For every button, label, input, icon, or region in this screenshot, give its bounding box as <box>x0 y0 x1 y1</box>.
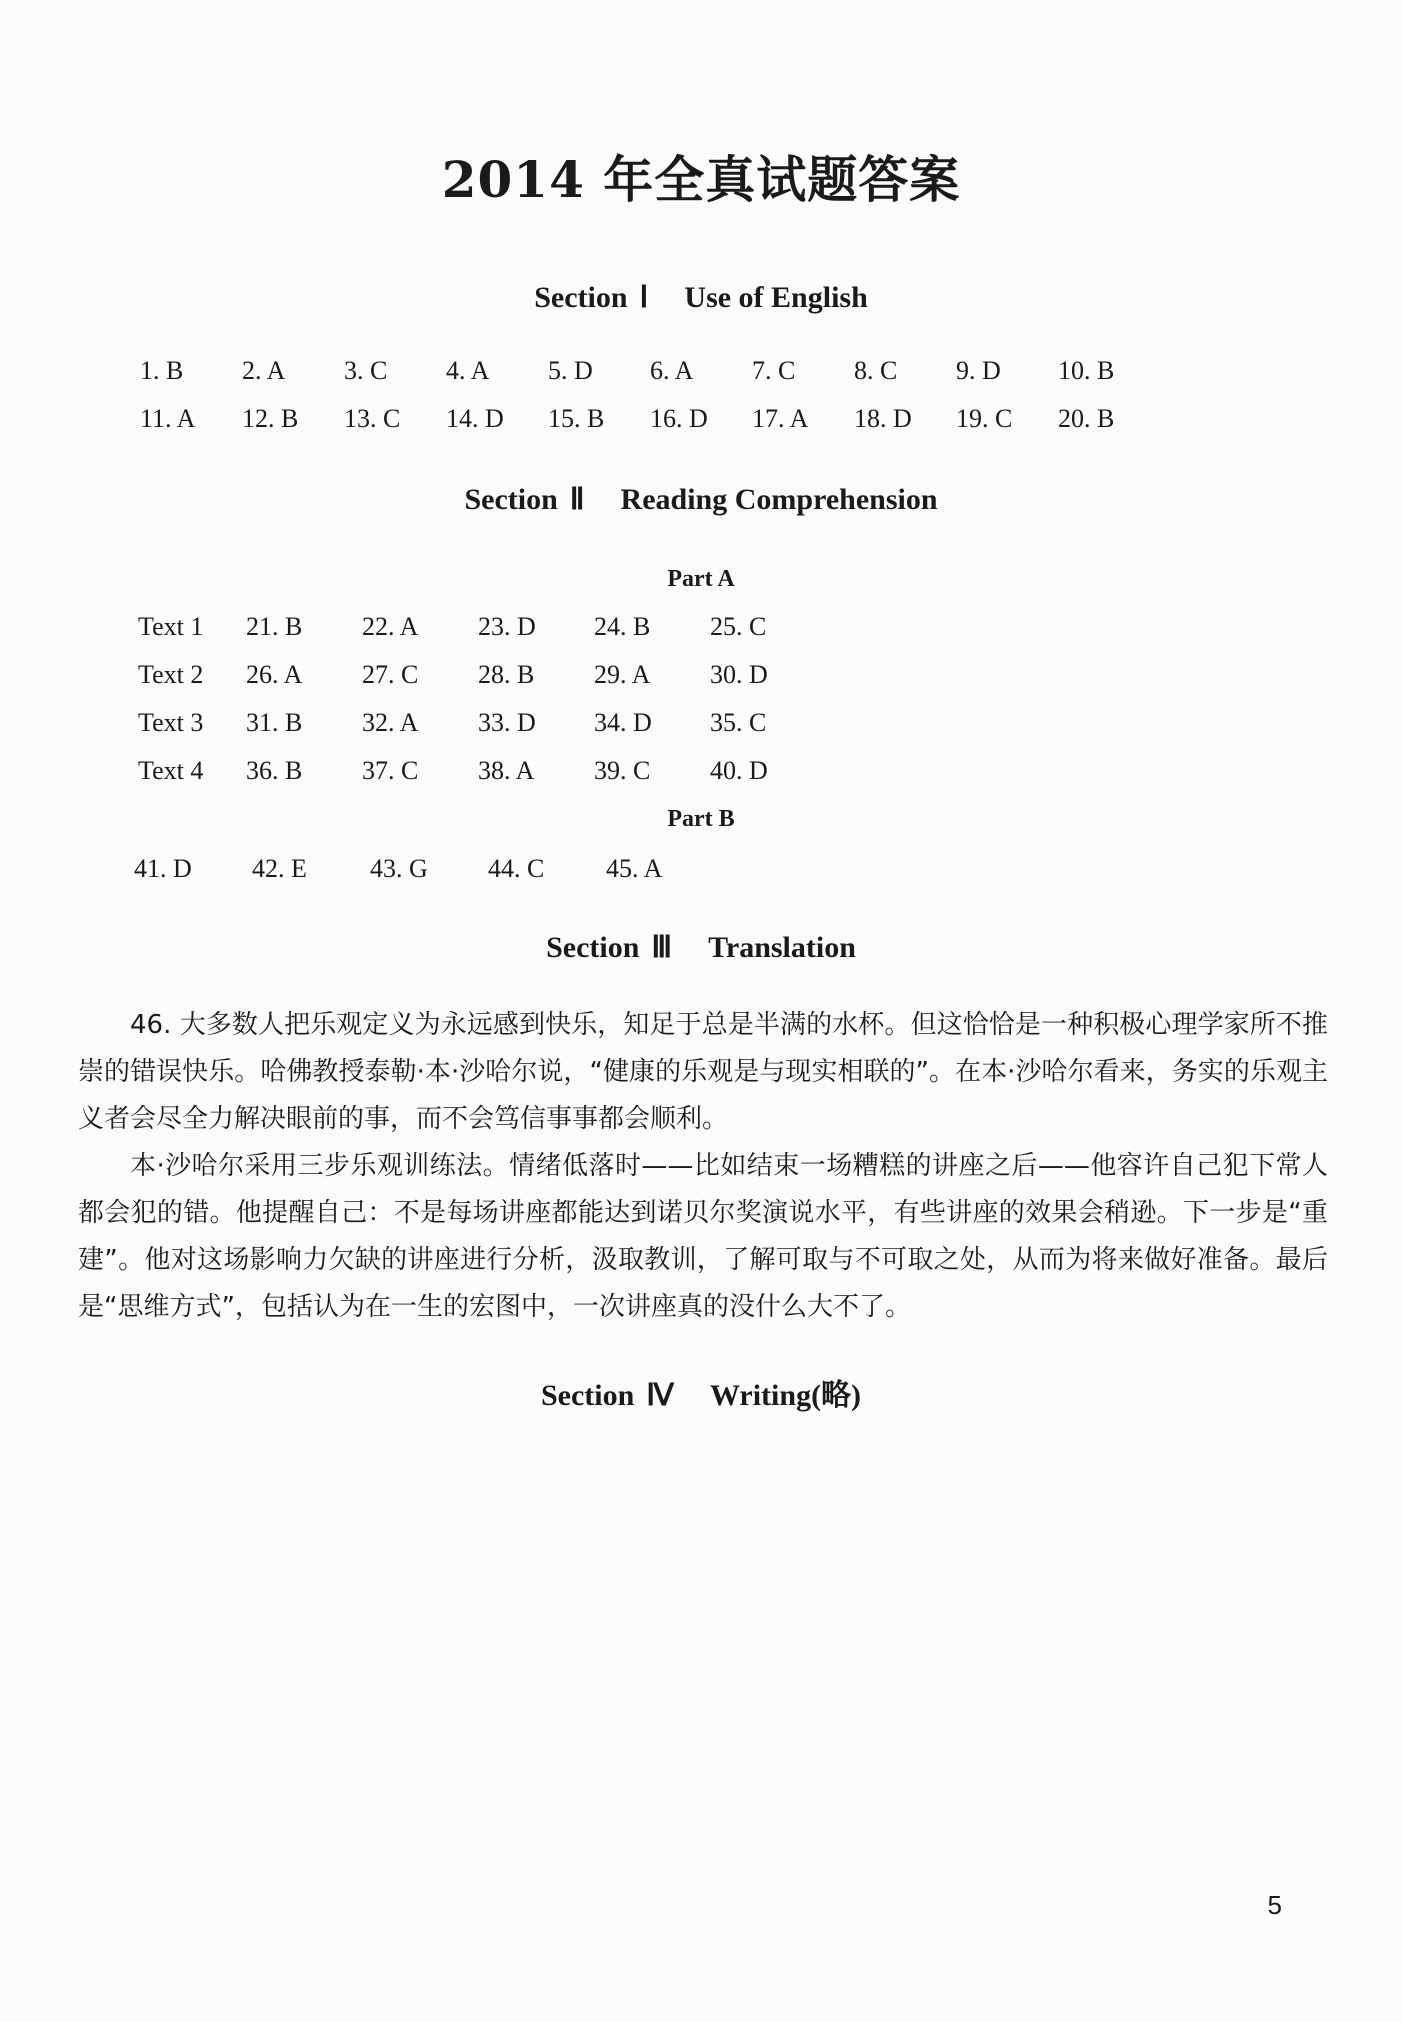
answer-9: 9. D <box>956 356 1001 385</box>
answer-29: 29. A <box>594 660 651 689</box>
answer-2: 2. A <box>242 356 286 385</box>
answer-7: 7. C <box>752 356 796 385</box>
text-2-label: Text 2 <box>138 660 204 689</box>
answer-17: 17. A <box>752 404 809 433</box>
answer-26: 26. A <box>246 660 303 689</box>
answer-41: 41. D <box>134 854 192 883</box>
answer-42: 42. E <box>252 854 307 883</box>
section-1-label: Section <box>534 281 628 314</box>
translation-paragraph-1: 46. 大多数人把乐观定义为永远感到快乐，知足于总是半满的水杯。但这恰恰是一种积极心理学家所不推崇的错误快乐。哈佛教授泰勒·本·沙哈尔说，“健康的乐观是与现实相联的”。在本·沙哈尔看来，务实的乐观主义者会尽全力解决眼前的事，而不会笃信事事都会顺利。 <box>78 1010 1328 1134</box>
section-4-name: Writing(略) <box>709 1379 862 1412</box>
answer-33: 33. D <box>478 708 536 737</box>
section-3-label: Section <box>546 931 640 964</box>
answer-23: 23. D <box>478 612 536 641</box>
answer-15: 15. B <box>548 404 605 433</box>
answer-16: 16. D <box>650 404 708 433</box>
answer-12: 12. B <box>242 404 299 433</box>
answer-21: 21. B <box>246 612 303 641</box>
text-4-label: Text 4 <box>138 756 204 785</box>
answer-37: 37. C <box>362 756 419 785</box>
answer-32: 32. A <box>362 708 419 737</box>
answer-5: 5. D <box>548 356 593 385</box>
answer-27: 27. C <box>362 660 419 689</box>
section-1-heading <box>0 280 1402 315</box>
answer-39: 39. C <box>594 756 651 785</box>
part-b-heading: Part B <box>667 806 735 832</box>
answer-1: 1. B <box>140 356 184 385</box>
section-3-name: Translation <box>708 931 856 964</box>
answer-28: 28. B <box>478 660 535 689</box>
answer-44: 44. C <box>488 854 545 883</box>
answer-20: 20. B <box>1058 404 1115 433</box>
answer-6: 6. A <box>650 356 694 385</box>
answer-31: 31. B <box>246 708 303 737</box>
answer-34: 34. D <box>594 708 652 737</box>
answer-45: 45. A <box>606 854 663 883</box>
answer-19: 19. C <box>956 404 1013 433</box>
answer-11: 11. A <box>140 404 196 433</box>
section-1-name: Use of English <box>684 281 868 314</box>
answer-36: 36. B <box>246 756 303 785</box>
answer-22: 22. A <box>362 612 419 641</box>
answer-14: 14. D <box>446 404 504 433</box>
section-4-number: Ⅳ <box>646 1379 674 1412</box>
answer-43: 43. G <box>370 854 428 883</box>
answer-30: 30. D <box>710 660 768 689</box>
section-2-number: Ⅱ <box>569 483 585 516</box>
answer-40: 40. D <box>710 756 768 785</box>
answer-10: 10. B <box>1058 356 1115 385</box>
section-3-number: Ⅲ <box>651 931 673 964</box>
answer-3: 3. C <box>344 356 388 385</box>
section-1-number: Ⅰ <box>639 281 649 314</box>
page-title: 2014 年全真试题答案 <box>441 150 961 209</box>
section-4-label: Section <box>540 1379 635 1412</box>
translation-text <box>78 1002 1328 1331</box>
answer-18: 18. D <box>854 404 912 433</box>
answer-38: 38. A <box>478 756 535 785</box>
text-1-label: Text 1 <box>138 612 204 641</box>
section-2-label: Section <box>464 483 558 516</box>
answer-13: 13. C <box>344 404 401 433</box>
section-4-heading <box>0 1370 1402 1414</box>
answer-35: 35. C <box>710 708 767 737</box>
part-a-heading: Part A <box>667 566 735 592</box>
answer-8: 8. C <box>854 356 898 385</box>
section-2-name: Reading Comprehension <box>620 483 938 516</box>
answer-24: 24. B <box>594 612 651 641</box>
answer-4: 4. A <box>446 356 490 385</box>
answer-25: 25. C <box>710 612 767 641</box>
translation-paragraph-2: 本·沙哈尔采用三步乐观训练法。情绪低落时——比如结束一场糟糕的讲座之后——他容许自己犯下常人都会犯的错。他提醒自己：不是每场讲座都能达到诺贝尔奖演说水平，有些讲座的效果会稍逊。下一步是“重建”。他对这场影响力欠缺的讲座进行分析，汲取教训，了解可取与不可取之处，从而为将来做好准备。最后是“思维方式”，包括认为在一生的宏图中，一次讲座真的没什么大不了。 <box>78 1151 1328 1322</box>
section-2-heading <box>0 482 1402 517</box>
page-number: 5 <box>1267 1890 1282 1920</box>
section-3-heading <box>0 930 1402 965</box>
text-3-label: Text 3 <box>138 708 204 737</box>
